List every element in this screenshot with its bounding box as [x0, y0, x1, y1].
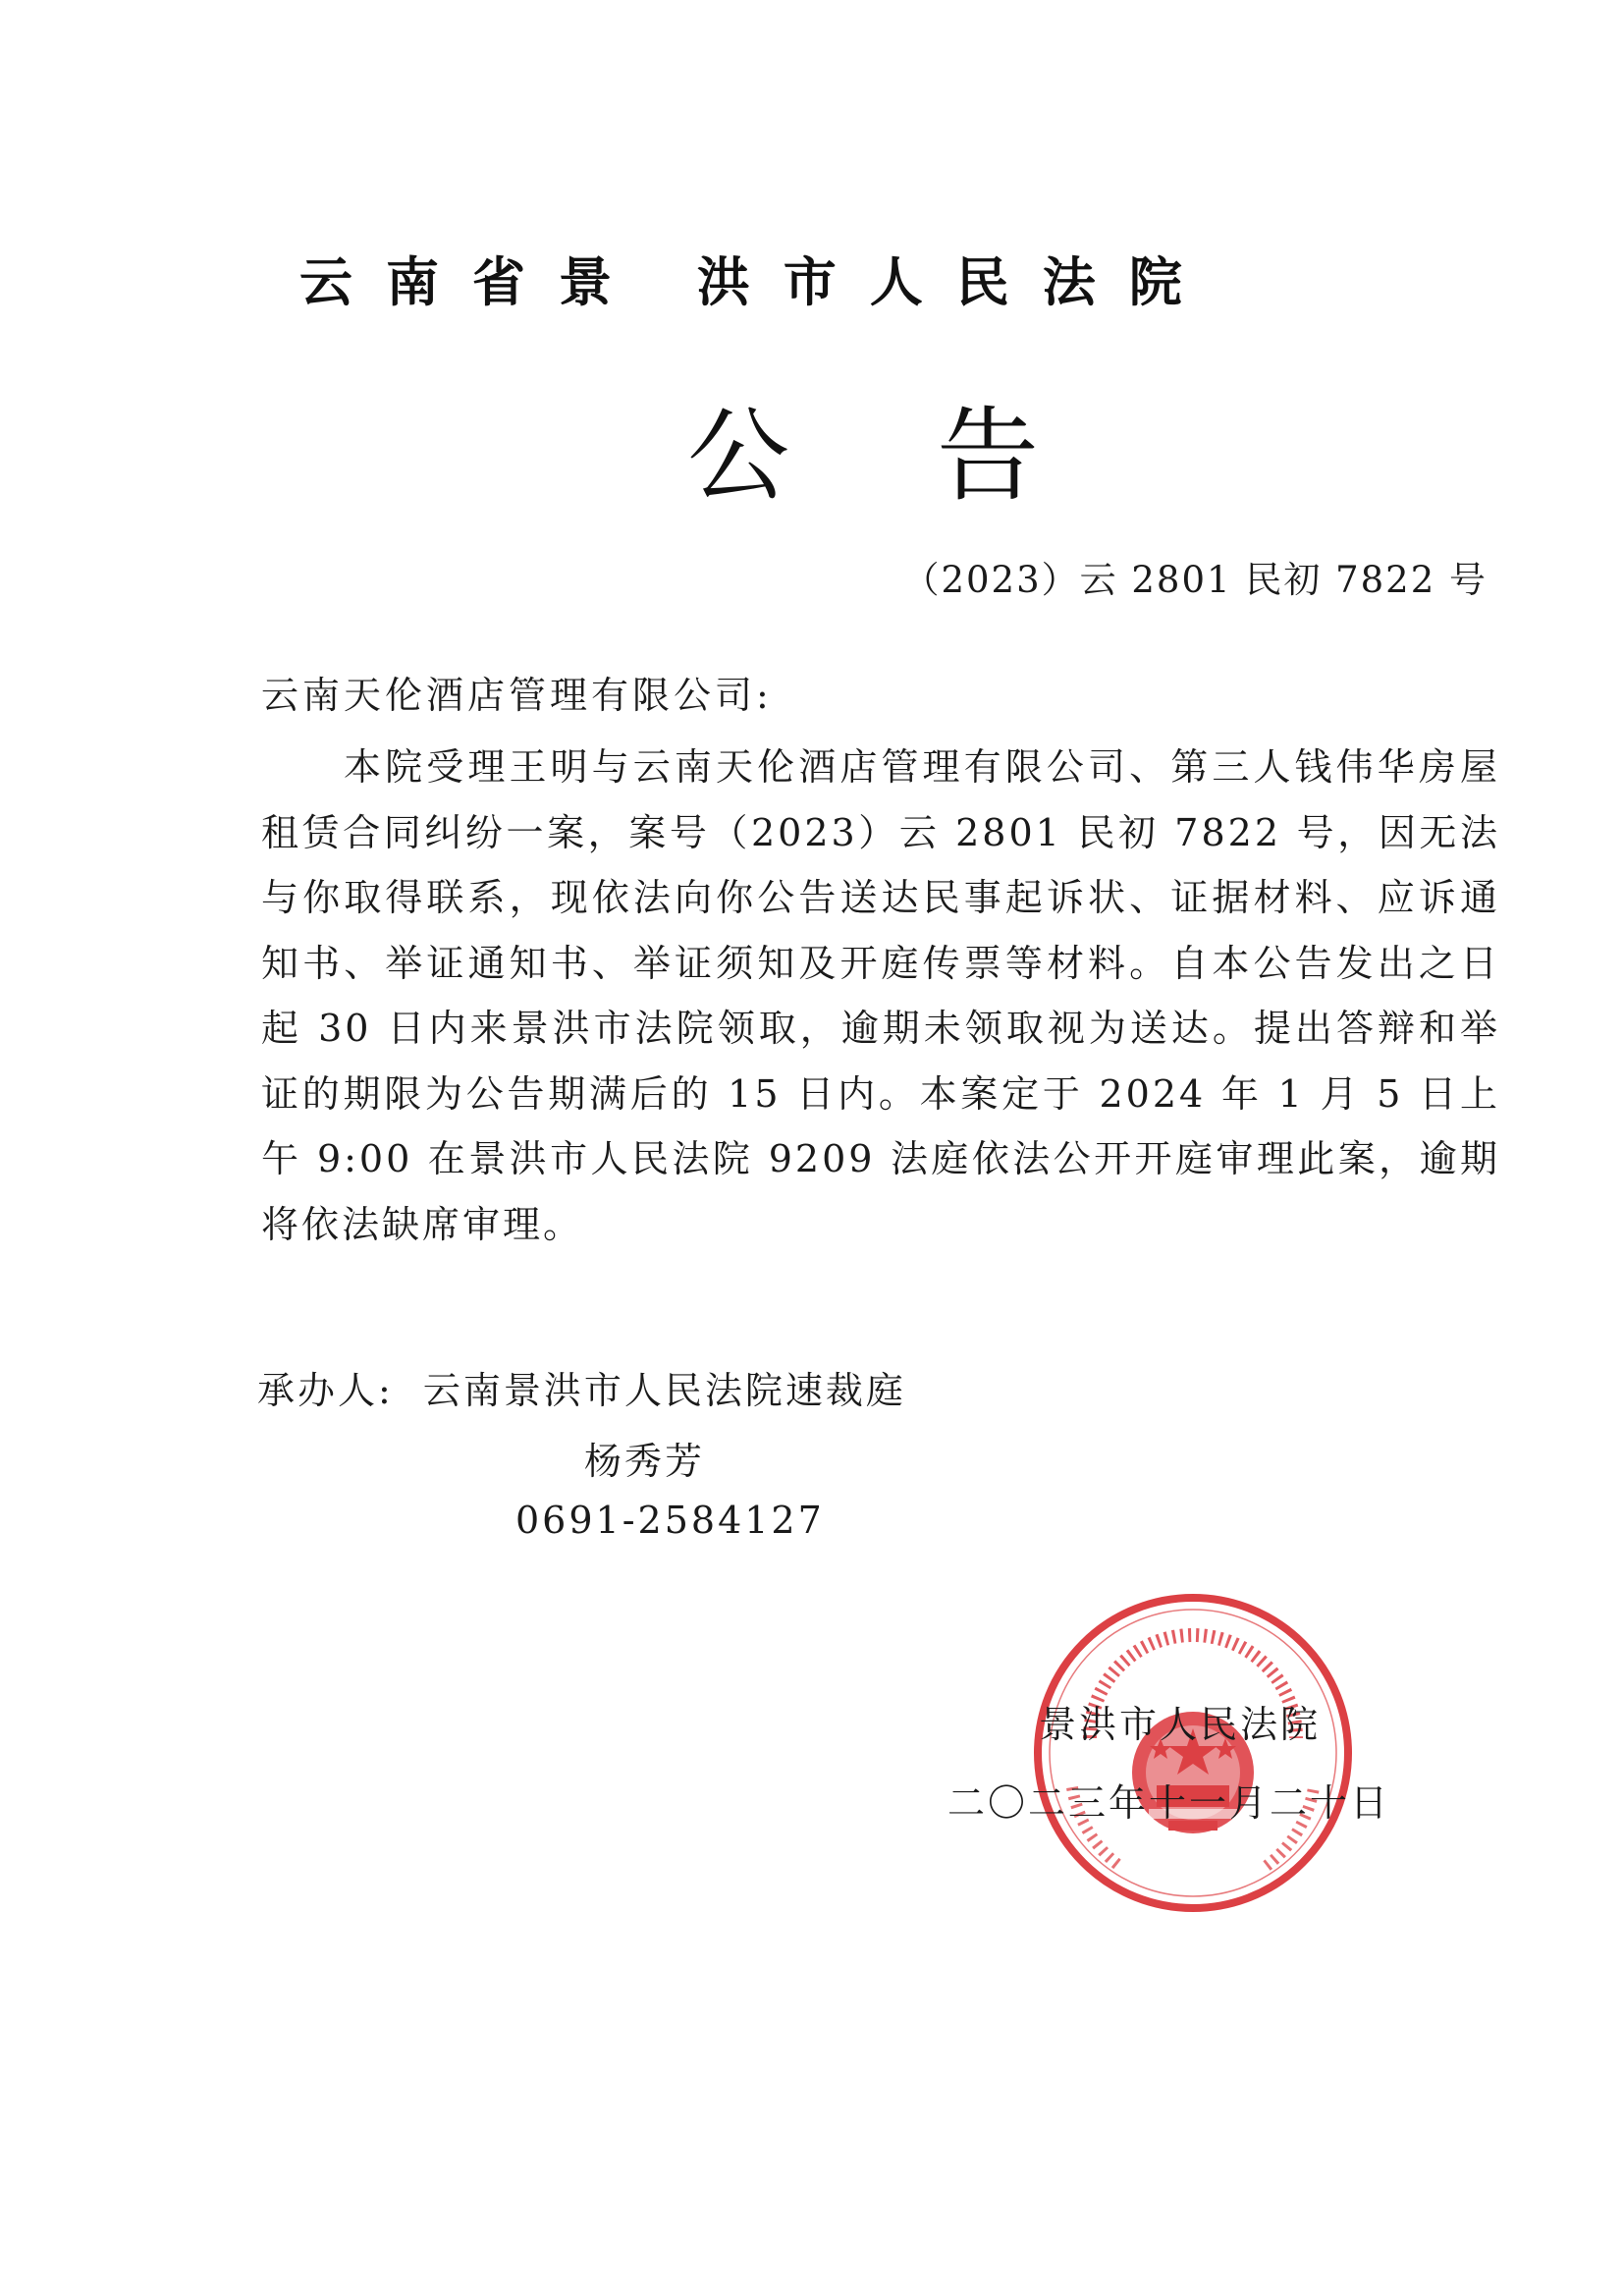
court-seal [1031, 1591, 1355, 1915]
handler-phone: 0691-2584127 [515, 1499, 825, 1542]
addressee: 云南天伦酒店管理有限公司: [261, 674, 773, 717]
handler-label: 承办人: [257, 1369, 394, 1412]
handler-person: 杨秀芳 [584, 1440, 706, 1483]
signing-date: 二〇二三年十一月二十日 [947, 1781, 1391, 1825]
handler-row [257, 1360, 906, 1414]
signing-court: 景洪市人民法院 [1039, 1703, 1322, 1746]
notice-body: 本院受理王明与云南天伦酒店管理有限公司、第三人钱伟华房屋租赁合同纠纷一案，案号（2023）云 2801 民初 7822 号，因无法与你取得联系，现依法向你公告送达民事起诉状、证据材料、应诉通知书、举证通知书、举证须知及开庭传票等材料。自本公告发出之日起 30 日内来景洪市法院领取，逾期未领取视为送达。提出答辩和举证的期限为公告期满后的 15 日内。本案定于 2024 年 1 月 5 日上午 9:00 在景洪市人民法院 9209 法庭依法公开开庭审理此案，逾期将依法缺席审理。 [261, 745, 1500, 1246]
court-name-heading: 云南省景 洪市人民法院 [299, 250, 1216, 313]
document-type-title: 公告 [687, 396, 1187, 516]
handler-department: 云南景洪市人民法院速裁庭 [422, 1369, 906, 1412]
case-number: （2023）云 2801 民初 7822 号 [902, 559, 1488, 601]
